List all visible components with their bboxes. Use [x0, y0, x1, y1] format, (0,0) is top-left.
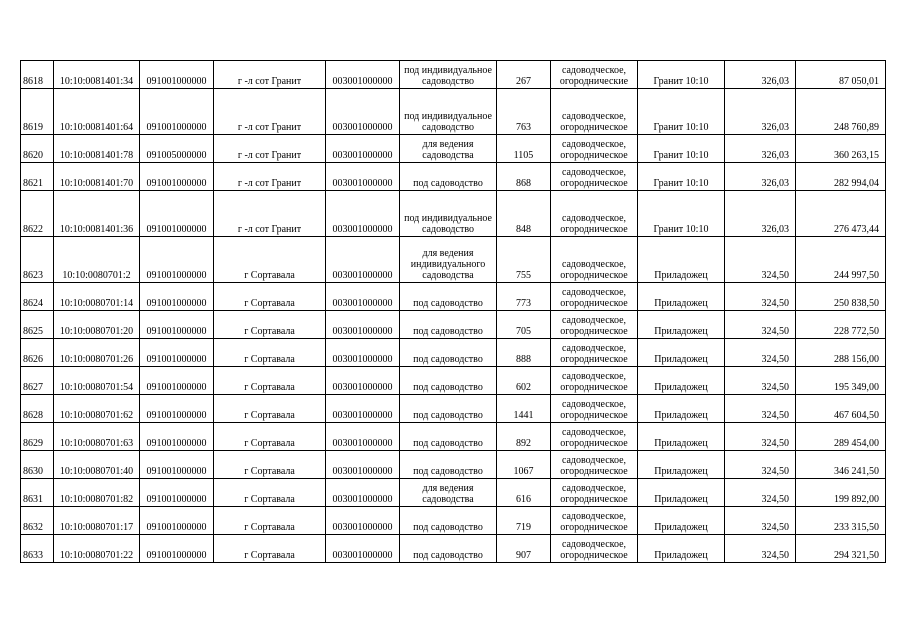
- cell-cadastral-number: 10:10:0081401:64: [54, 89, 140, 135]
- cell-cadastral-value: 248 760,89: [796, 89, 886, 135]
- cell-valuation-zone: Приладожец: [638, 451, 725, 479]
- cell-permitted-use: под садоводство: [400, 163, 497, 191]
- cell-rate: 326,03: [725, 191, 796, 237]
- cell-use-category: садоводческое, огородническое: [551, 423, 638, 451]
- table-row: [21, 283, 886, 311]
- cell-area: 616: [497, 479, 551, 507]
- cell-locality: г Сортавала: [214, 535, 326, 563]
- cell-code: 003001000000: [326, 61, 400, 89]
- land-valuation-table: [20, 60, 886, 563]
- cell-rate: 326,03: [725, 61, 796, 89]
- cell-area: 705: [497, 311, 551, 339]
- cell-locality: г Сортавала: [214, 237, 326, 283]
- cell-valuation-zone: Приладожец: [638, 507, 725, 535]
- cell-valuation-zone: Приладожец: [638, 237, 725, 283]
- cell-area: 888: [497, 339, 551, 367]
- cell-locality: г Сортавала: [214, 311, 326, 339]
- cell-cadastral-value: 195 349,00: [796, 367, 886, 395]
- cell-use-category: садоводческое, огородническое: [551, 339, 638, 367]
- cell-row-number: 8625: [21, 311, 54, 339]
- cell-valuation-zone: Приладожец: [638, 423, 725, 451]
- cell-row-number: 8620: [21, 135, 54, 163]
- cell-area: 763: [497, 89, 551, 135]
- table-row: [21, 163, 886, 191]
- cell-okato: 091001000000: [140, 479, 214, 507]
- cell-use-category: садоводческое, огородническое: [551, 135, 638, 163]
- table-body: [21, 61, 886, 563]
- cell-row-number: 8623: [21, 237, 54, 283]
- cell-okato: 091001000000: [140, 237, 214, 283]
- cell-cadastral-value: 87 050,01: [796, 61, 886, 89]
- table-row: [21, 339, 886, 367]
- cell-cadastral-value: 276 473,44: [796, 191, 886, 237]
- cell-row-number: 8631: [21, 479, 54, 507]
- cell-okato: 091005000000: [140, 135, 214, 163]
- table-row: [21, 395, 886, 423]
- cell-use-category: садоводческое, огородническое: [551, 507, 638, 535]
- table-row: [21, 89, 886, 135]
- cell-rate: 326,03: [725, 89, 796, 135]
- cell-area: 267: [497, 61, 551, 89]
- cell-rate: 326,03: [725, 163, 796, 191]
- table-row: [21, 135, 886, 163]
- cell-cadastral-number: 10:10:0080701:20: [54, 311, 140, 339]
- cell-valuation-zone: Гранит 10:10: [638, 135, 725, 163]
- cell-area: 868: [497, 163, 551, 191]
- cell-okato: 091001000000: [140, 451, 214, 479]
- cell-code: 003001000000: [326, 395, 400, 423]
- table-row: [21, 479, 886, 507]
- cell-locality: г Сортавала: [214, 479, 326, 507]
- cell-row-number: 8622: [21, 191, 54, 237]
- cell-area: 892: [497, 423, 551, 451]
- cell-cadastral-value: 250 838,50: [796, 283, 886, 311]
- cell-locality: г Сортавала: [214, 283, 326, 311]
- table-row: [21, 451, 886, 479]
- cell-code: 003001000000: [326, 479, 400, 507]
- table-row: [21, 423, 886, 451]
- cell-okato: 091001000000: [140, 339, 214, 367]
- cell-locality: г Сортавала: [214, 507, 326, 535]
- cell-permitted-use: для ведения садоводства: [400, 135, 497, 163]
- cell-permitted-use: под садоводство: [400, 507, 497, 535]
- cell-rate: 324,50: [725, 311, 796, 339]
- cell-rate: 326,03: [725, 135, 796, 163]
- cell-use-category: садоводческое, огородническое: [551, 451, 638, 479]
- cell-code: 003001000000: [326, 237, 400, 283]
- cell-area: 1441: [497, 395, 551, 423]
- cell-valuation-zone: Приладожец: [638, 367, 725, 395]
- cell-cadastral-value: 288 156,00: [796, 339, 886, 367]
- cell-code: 003001000000: [326, 507, 400, 535]
- cell-cadastral-number: 10:10:0081401:70: [54, 163, 140, 191]
- cell-cadastral-value: 233 315,50: [796, 507, 886, 535]
- cell-valuation-zone: Гранит 10:10: [638, 89, 725, 135]
- cell-valuation-zone: Приладожец: [638, 395, 725, 423]
- cell-use-category: садоводческое, огородническое: [551, 283, 638, 311]
- cell-code: 003001000000: [326, 451, 400, 479]
- cell-cadastral-value: 294 321,50: [796, 535, 886, 563]
- cell-cadastral-number: 10:10:0080701:82: [54, 479, 140, 507]
- cell-locality: г Сортавала: [214, 339, 326, 367]
- cell-row-number: 8619: [21, 89, 54, 135]
- cell-code: 003001000000: [326, 535, 400, 563]
- table-row: [21, 191, 886, 237]
- cell-locality: г Сортавала: [214, 451, 326, 479]
- cell-permitted-use: под садоводство: [400, 283, 497, 311]
- cell-use-category: садоводческое, огородническое: [551, 191, 638, 237]
- cell-cadastral-value: 244 997,50: [796, 237, 886, 283]
- cell-permitted-use: под индивидуальное садоводство: [400, 61, 497, 89]
- cell-rate: 324,50: [725, 395, 796, 423]
- cell-okato: 091001000000: [140, 283, 214, 311]
- cell-row-number: 8628: [21, 395, 54, 423]
- cell-valuation-zone: Приладожец: [638, 283, 725, 311]
- cell-code: 003001000000: [326, 311, 400, 339]
- cell-okato: 091001000000: [140, 163, 214, 191]
- cell-use-category: садоводческое, огородническое: [551, 535, 638, 563]
- cell-use-category: садоводческое, огородническое: [551, 479, 638, 507]
- cell-area: 755: [497, 237, 551, 283]
- cell-rate: 324,50: [725, 283, 796, 311]
- cell-locality: г Сортавала: [214, 395, 326, 423]
- cell-permitted-use: под садоводство: [400, 395, 497, 423]
- cell-okato: 091001000000: [140, 311, 214, 339]
- cell-row-number: 8627: [21, 367, 54, 395]
- cell-row-number: 8626: [21, 339, 54, 367]
- cell-use-category: садоводческое, огородническое: [551, 89, 638, 135]
- cell-permitted-use: для ведения садоводства: [400, 479, 497, 507]
- cell-valuation-zone: Приладожец: [638, 339, 725, 367]
- cell-rate: 324,50: [725, 237, 796, 283]
- cell-cadastral-number: 10:10:0080701:54: [54, 367, 140, 395]
- cell-okato: 091001000000: [140, 191, 214, 237]
- table-row: [21, 61, 886, 89]
- cell-row-number: 8632: [21, 507, 54, 535]
- cell-code: 003001000000: [326, 339, 400, 367]
- cell-row-number: 8633: [21, 535, 54, 563]
- cell-rate: 324,50: [725, 339, 796, 367]
- cell-locality: г Сортавала: [214, 423, 326, 451]
- cell-permitted-use: для ведения индивидуального садоводства: [400, 237, 497, 283]
- cell-okato: 091001000000: [140, 423, 214, 451]
- cell-valuation-zone: Гранит 10:10: [638, 61, 725, 89]
- cell-permitted-use: под садоводство: [400, 535, 497, 563]
- cell-locality: г Сортавала: [214, 367, 326, 395]
- cell-okato: 091001000000: [140, 395, 214, 423]
- cell-valuation-zone: Гранит 10:10: [638, 163, 725, 191]
- cell-okato: 091001000000: [140, 89, 214, 135]
- cell-valuation-zone: Приладожец: [638, 479, 725, 507]
- table-row: [21, 535, 886, 563]
- table-row: [21, 237, 886, 283]
- cell-code: 003001000000: [326, 135, 400, 163]
- cell-cadastral-number: 10:10:0080701:14: [54, 283, 140, 311]
- cell-area: 848: [497, 191, 551, 237]
- cell-rate: 324,50: [725, 507, 796, 535]
- cell-cadastral-value: 282 994,04: [796, 163, 886, 191]
- cell-permitted-use: под садоводство: [400, 339, 497, 367]
- cell-rate: 324,50: [725, 535, 796, 563]
- cell-row-number: 8618: [21, 61, 54, 89]
- cell-locality: г -л сот Гранит: [214, 61, 326, 89]
- cell-use-category: садоводческое, огородническое: [551, 237, 638, 283]
- cell-cadastral-number: 10:10:0080701:40: [54, 451, 140, 479]
- cell-code: 003001000000: [326, 283, 400, 311]
- cell-permitted-use: под садоводство: [400, 311, 497, 339]
- cell-locality: г -л сот Гранит: [214, 89, 326, 135]
- cell-permitted-use: под садоводство: [400, 423, 497, 451]
- cell-cadastral-number: 10:10:0080701:2: [54, 237, 140, 283]
- cell-okato: 091001000000: [140, 367, 214, 395]
- cell-use-category: садоводческое, огородническое: [551, 163, 638, 191]
- cell-cadastral-number: 10:10:0080701:17: [54, 507, 140, 535]
- cell-area: 773: [497, 283, 551, 311]
- cell-cadastral-value: 346 241,50: [796, 451, 886, 479]
- cell-use-category: садоводческое, огородническое: [551, 311, 638, 339]
- cell-use-category: садоводческое, огородническое: [551, 395, 638, 423]
- table-row: [21, 367, 886, 395]
- cell-row-number: 8630: [21, 451, 54, 479]
- cell-use-category: садоводческое, огородническое: [551, 367, 638, 395]
- cell-code: 003001000000: [326, 89, 400, 135]
- cell-code: 003001000000: [326, 191, 400, 237]
- cell-cadastral-number: 10:10:0080701:22: [54, 535, 140, 563]
- cell-locality: г -л сот Гранит: [214, 135, 326, 163]
- cell-cadastral-number: 10:10:0081401:34: [54, 61, 140, 89]
- cell-rate: 324,50: [725, 367, 796, 395]
- cell-cadastral-number: 10:10:0080701:26: [54, 339, 140, 367]
- cell-cadastral-number: 10:10:0081401:36: [54, 191, 140, 237]
- cell-use-category: садоводческое, огороднические: [551, 61, 638, 89]
- cell-cadastral-value: 199 892,00: [796, 479, 886, 507]
- cell-locality: г -л сот Гранит: [214, 163, 326, 191]
- cell-locality: г -л сот Гранит: [214, 191, 326, 237]
- cell-area: 907: [497, 535, 551, 563]
- cell-cadastral-value: 467 604,50: [796, 395, 886, 423]
- cell-valuation-zone: Приладожец: [638, 535, 725, 563]
- cell-cadastral-value: 289 454,00: [796, 423, 886, 451]
- cell-permitted-use: под садоводство: [400, 451, 497, 479]
- cell-area: 602: [497, 367, 551, 395]
- cell-rate: 324,50: [725, 451, 796, 479]
- cell-row-number: 8624: [21, 283, 54, 311]
- cell-cadastral-number: 10:10:0081401:78: [54, 135, 140, 163]
- cell-cadastral-value: 360 263,15: [796, 135, 886, 163]
- table-row: [21, 311, 886, 339]
- cell-row-number: 8629: [21, 423, 54, 451]
- cell-area: 719: [497, 507, 551, 535]
- cell-code: 003001000000: [326, 163, 400, 191]
- cell-area: 1067: [497, 451, 551, 479]
- cell-okato: 091001000000: [140, 61, 214, 89]
- cell-cadastral-number: 10:10:0080701:62: [54, 395, 140, 423]
- cell-area: 1105: [497, 135, 551, 163]
- cell-cadastral-number: 10:10:0080701:63: [54, 423, 140, 451]
- cell-permitted-use: под индивидуальное садоводство: [400, 89, 497, 135]
- cell-code: 003001000000: [326, 367, 400, 395]
- cell-okato: 091001000000: [140, 535, 214, 563]
- cell-valuation-zone: Гранит 10:10: [638, 191, 725, 237]
- cell-rate: 324,50: [725, 423, 796, 451]
- cell-rate: 324,50: [725, 479, 796, 507]
- cell-code: 003001000000: [326, 423, 400, 451]
- cell-row-number: 8621: [21, 163, 54, 191]
- cell-okato: 091001000000: [140, 507, 214, 535]
- cell-cadastral-value: 228 772,50: [796, 311, 886, 339]
- cell-valuation-zone: Приладожец: [638, 311, 725, 339]
- cell-permitted-use: под индивидуальное садоводство: [400, 191, 497, 237]
- table-row: [21, 507, 886, 535]
- cell-permitted-use: под садоводство: [400, 367, 497, 395]
